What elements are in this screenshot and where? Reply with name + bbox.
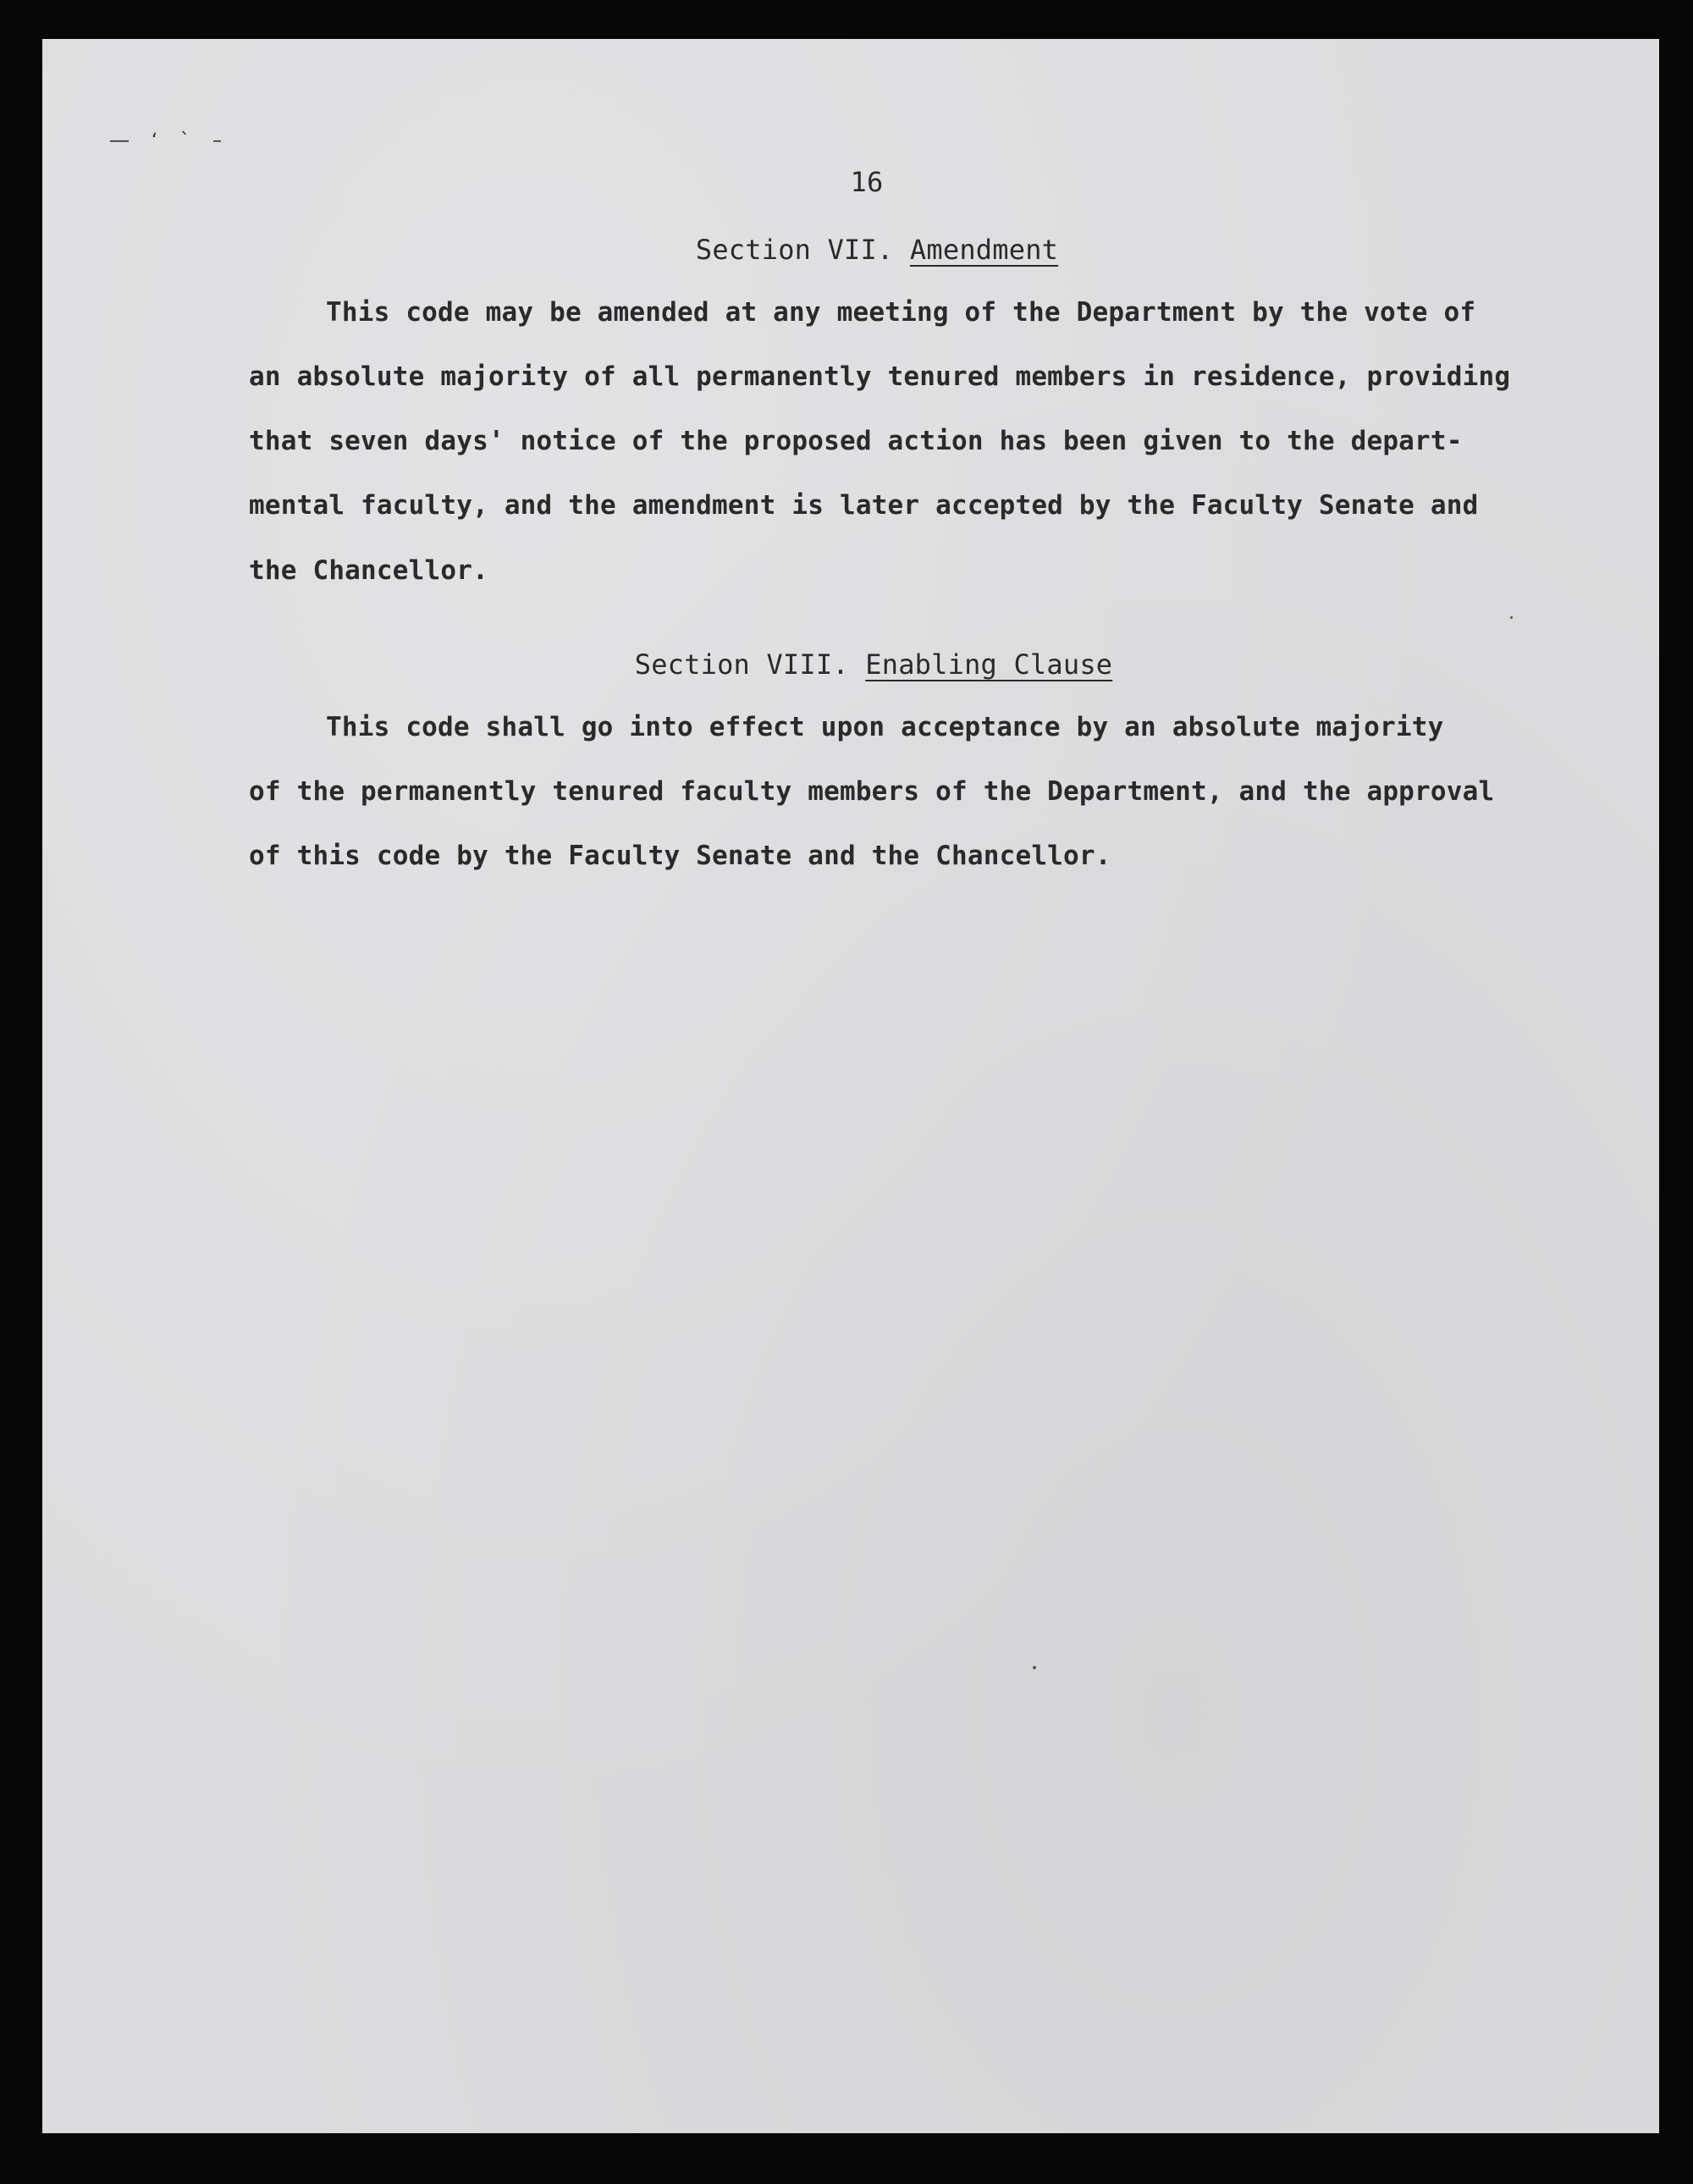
section-viii-line: of the permanently tenured faculty members of the Department, and the approval <box>249 776 1495 807</box>
page-number: 16 <box>850 166 884 198</box>
section-vii-line: the Chancellor. <box>249 555 488 586</box>
section-viii-heading <box>635 648 1113 681</box>
section-viii-line: This code shall go into effect upon acceptance by an absolute majority <box>326 712 1444 742</box>
paper-speck <box>1510 616 1513 619</box>
section-vii-label: Section VII. <box>695 234 894 266</box>
section-viii-line: of this code by the Faculty Senate and the Chancellor. <box>249 841 1111 871</box>
paper-speck <box>1033 1666 1036 1669</box>
section-vii-line: an absolute majority of all permanently tenured members in residence, providing <box>249 361 1511 392</box>
section-vii-line: mental faculty, and the amendment is later accepted by the Faculty Senate and <box>249 490 1479 521</box>
section-vii-line: This code may be amended at any meeting of the Department by the vote of <box>326 297 1476 328</box>
section-vii-heading <box>696 234 1058 266</box>
section-viii-title: Enabling Clause <box>865 648 1113 681</box>
section-viii-label: Section VIII. <box>634 648 849 681</box>
section-vii-title: Amendment <box>909 234 1059 266</box>
section-vii-line: that seven days' notice of the proposed action has been given to the depart- <box>249 426 1463 456</box>
document-page <box>42 39 1659 2133</box>
corner-marks: ― ʻ ˋ – <box>110 130 230 152</box>
